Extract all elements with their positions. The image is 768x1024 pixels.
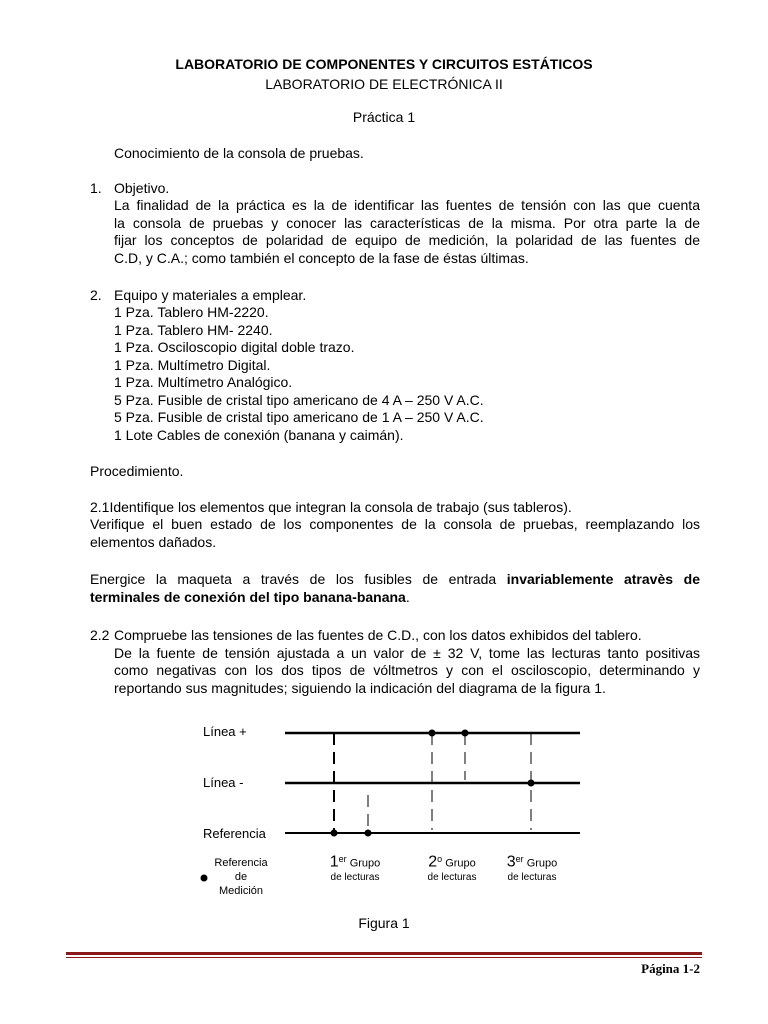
group2-num: 2 [428, 853, 438, 871]
energize-text: Energice la maqueta a través de los fusibles de entrada [90, 571, 507, 587]
group3-sup: er [515, 854, 524, 864]
section1-line: la consola de pruebas y conocer las características de la misma. Por otra parte la de [114, 214, 700, 231]
legend-line: de [234, 871, 248, 883]
group3-sub: de lecturas [507, 871, 557, 883]
energize-bold-1: invariablemente atravès de [506, 571, 700, 587]
group1-num: 1 [329, 853, 339, 871]
step-2-2-line: como negativas con los dos tipos de vóltmetros y con el osciloscopio, determinando y [114, 662, 700, 678]
step-2-2-number: 2.2 [90, 627, 110, 643]
legend-line: Referencia [214, 857, 268, 869]
equipment-item: 5 Pza. Fusible de cristal tipo americano de 4 A – 250 V A.C. [114, 391, 484, 408]
group2-word: Grupo [442, 857, 476, 870]
group1-label [317, 852, 393, 885]
group2-dot-b [462, 730, 469, 737]
procedure-heading: Procedimiento. [90, 463, 184, 479]
section2-number: 2. [90, 287, 102, 303]
group1-word: Grupo [346, 857, 381, 870]
section1-line: La finalidad de la práctica es la de identificar las fuentes de tensión con las que cuenta [114, 197, 700, 213]
section1-heading: Objetivo. [114, 180, 170, 196]
group2-title [414, 852, 490, 871]
section1-number: 1. [90, 180, 102, 196]
step-2-2-line: Compruebe las tensiones de las fuentes de C.D., con los datos exhibidos del tablero. [114, 627, 642, 643]
legend-text [205, 856, 277, 898]
legend-line: Medición [218, 885, 264, 897]
label-line-plus: Línea + [203, 724, 247, 739]
group2-dot-a [429, 730, 436, 737]
group2-label [414, 852, 490, 885]
group2-sub: de lecturas [427, 871, 477, 883]
group1-title [317, 852, 393, 871]
label-line-minus: Línea - [203, 775, 244, 790]
section2-heading: Equipo y materiales a emplear. [114, 287, 307, 303]
equipment-item: 1 Pza. Tablero HM- 2240. [114, 321, 273, 338]
section1-line: fijar los conceptos de polaridad de equipo de medición, la polaridad de las fuentes de [114, 232, 700, 248]
practice-number: Práctica 1 [352, 109, 416, 125]
equipment-item: 1 Pza. Multímetro Digital. [114, 356, 271, 373]
group1-dot-b [365, 830, 372, 837]
group3-title [494, 852, 570, 871]
group3-num: 3 [506, 853, 516, 871]
practice-intro: Conocimiento de la consola de pruebas. [114, 145, 364, 161]
step-2-2-line: De la fuente de tensión ajustada a un valor de ± 32 V, tome las lecturas tanto positivas [114, 644, 700, 661]
equipment-item: 1 Lote Cables de conexión (banana y caimán). [114, 426, 404, 443]
document-subtitle: LABORATORIO DE ELECTRÓNICA II [265, 76, 503, 92]
step-2-1-line2: Verifique el buen estado de los componentes de la consola de pruebas, reemplazando los [90, 516, 700, 532]
group1-dot-a [331, 830, 338, 837]
equipment-item: 1 Pza. Osciloscopio digital doble trazo. [114, 339, 355, 355]
equipment-item: 5 Pza. Fusible de cristal tipo americano de 1 A – 250 V A.C. [114, 409, 484, 425]
figure-caption: Figura 1 [358, 915, 410, 931]
equipment-item: 1 Pza. Multímetro Analógico. [114, 374, 293, 390]
group1-sup: er [338, 854, 347, 864]
group2-sup: o [437, 854, 443, 864]
group1-sub: de lecturas [330, 871, 380, 883]
label-reference: Referencia [203, 826, 266, 841]
document-title: LABORATORIO DE COMPONENTES Y CIRCUITOS ESTÁTICOS [175, 56, 593, 72]
step-2-2-line: reportando sus magnitudes; siguiendo la indicación del diagrama de la figura 1. [114, 679, 606, 696]
page-number: Página 1-2 [641, 961, 700, 976]
group3-label [494, 852, 570, 885]
energize-bold-2: terminales de conexión del tipo banana-banana [90, 588, 406, 605]
energize-period: . [405, 588, 410, 605]
footer-rule-thick [66, 952, 702, 955]
group3-dot [528, 780, 535, 787]
footer-rule-thin [66, 957, 702, 958]
section1-line: C.D, y C.A.; como también el concepto de la fase de éstas últimas. [114, 249, 529, 266]
step-2-1-line1: 2.1Identifique los elementos que integran la consola de trabajo (sus tableros). [90, 499, 572, 515]
step-2-1-line3: elementos dañados. [90, 533, 217, 550]
equipment-item: 1 Pza. Tablero HM-2220. [114, 304, 269, 320]
group3-word: Grupo [523, 857, 558, 870]
